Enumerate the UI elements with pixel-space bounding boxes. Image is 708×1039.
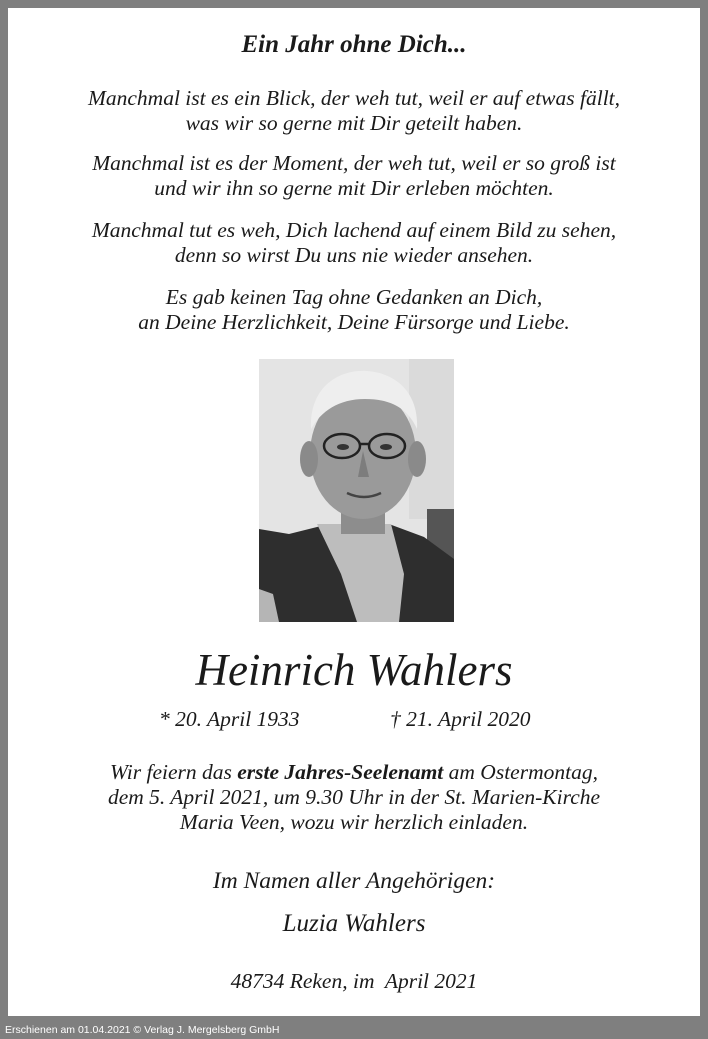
signoff-text: Im Namen aller Angehörigen:	[212, 868, 496, 894]
service-highlight: erste Jahres-Seelenamt	[237, 760, 444, 784]
portrait-photo	[259, 359, 454, 622]
poem-line: Manchmal ist es der Moment, der weh tut, weil er so groß ist	[92, 151, 616, 175]
poem-stanza-3	[8, 218, 700, 268]
poem-line: Manchmal ist es ein Blick, der weh tut, weil er auf etwas fällt,	[87, 86, 621, 110]
service-line-1	[8, 760, 700, 785]
service-line-2: dem 5. April 2021, um 9.30 Uhr in der St. Marien-Kirche	[107, 785, 601, 809]
place-and-date: 48734 Reken, im April 2021	[230, 969, 478, 993]
publication-footer: Erschienen am 01.04.2021 © Verlag J. Mergelsberg GmbH	[5, 1024, 280, 1036]
memorial-notice	[8, 8, 700, 1016]
service-text: am Ostermontag,	[443, 760, 598, 784]
poem-line: Manchmal tut es weh, Dich lachend auf einem Bild zu sehen,	[91, 218, 617, 242]
poem-stanza-1	[8, 86, 700, 136]
deceased-name: Heinrich Wahlers	[195, 645, 513, 695]
birth-date: * 20. April 1933	[159, 707, 300, 731]
poem-line: denn so wirst Du uns nie wieder ansehen.	[174, 243, 534, 267]
notice-headline: Ein Jahr ohne Dich...	[241, 31, 467, 58]
poem-line: an Deine Herzlichkeit, Deine Fürsorge und Liebe.	[138, 310, 570, 334]
death-date: † 21. April 2020	[390, 707, 531, 731]
service-announcement	[8, 760, 700, 835]
portrait-image	[259, 359, 454, 622]
poem-line: Es gab keinen Tag ohne Gedanken an Dich,	[165, 285, 543, 309]
signer-name: Luzia Wahlers	[282, 910, 426, 937]
poem-stanza-2	[8, 151, 700, 201]
poem-line: und wir ihn so gerne mit Dir erleben möchten.	[154, 176, 554, 200]
service-line-3: Maria Veen, wozu wir herzlich einladen.	[179, 810, 529, 834]
poem-stanza-4	[8, 285, 700, 335]
service-text: Wir feiern das	[110, 760, 238, 784]
poem-line: was wir so gerne mit Dir geteilt haben.	[185, 111, 523, 135]
